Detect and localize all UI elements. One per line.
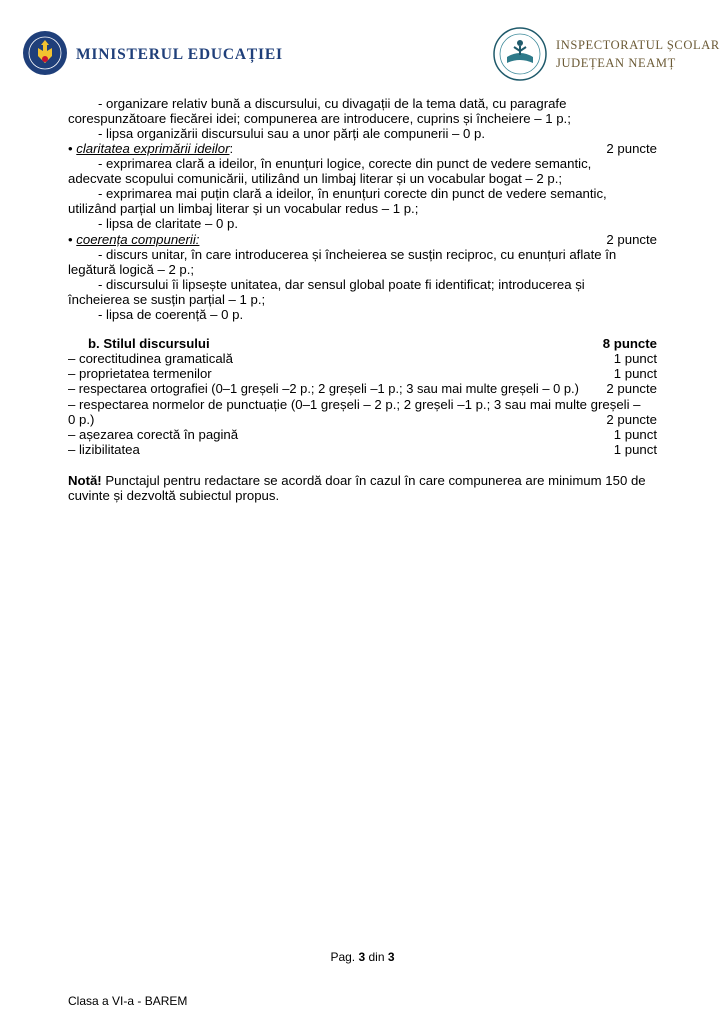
page-current: 3 xyxy=(358,950,366,964)
style-item-points: 1 punct xyxy=(613,442,657,457)
text-line: - discurs unitar, în care introducerea și încheierea se susțin reciproc, cu enunțuri aflate în xyxy=(98,247,617,262)
text-line: legătură logică – 2 p.; xyxy=(68,262,195,277)
criterion-claritate: • claritatea exprimării ideilor: xyxy=(68,141,234,156)
section-heading: b. Stilul discursului xyxy=(88,336,210,351)
note-paragraph xyxy=(68,473,646,488)
text-line: - organizare relativ bună a discursului, cu divagații de la tema dată, cu paragrafe xyxy=(98,96,567,111)
criterion-points: 2 puncte xyxy=(606,232,657,247)
section-points: 8 puncte xyxy=(602,336,657,351)
criterion-points: 2 puncte xyxy=(606,141,657,156)
bullet: • xyxy=(68,232,77,247)
note-text-line2: cuvinte și dezvoltă subiectul propus. xyxy=(68,488,280,503)
page-number xyxy=(0,950,725,964)
text-line: utilizând parțial un limbaj literar și un vocabular redus – 1 p.; xyxy=(68,201,419,216)
style-item: – respectarea ortografiei (0–1 greșeli –2 p.; 2 greșeli –1 p.; 3 sau mai multe greșeli – 0 p.) xyxy=(68,381,579,396)
isj-title-line1: INSPECTORATUL ȘCOLAR xyxy=(556,38,720,52)
text-line: - exprimarea mai puțin clară a ideilor, în enunțuri corecte din punct de vedere semantic, xyxy=(98,186,607,201)
text-line: - lipsa organizării discursului sau a unor părți ale compunerii – 0 p. xyxy=(98,126,486,141)
text-line: - lipsa de claritate – 0 p. xyxy=(98,216,239,231)
page-mid: din xyxy=(365,950,388,964)
style-item: – proprietatea termenilor xyxy=(68,366,212,381)
style-item: – respectarea normelor de punctuație (0–1 greșeli – 2 p.; 2 greșeli –1 p.; 3 sau mai multe greșeli – xyxy=(68,397,641,412)
style-item-points: 1 punct xyxy=(613,351,657,366)
text-line: adecvate scopului comunicării, utilizând un limbaj literar și un vocabular bogat – 2 p.; xyxy=(68,171,563,186)
text-line: corespunzătoare fiecărei idei; compunerea are introducere, cuprins și încheiere – 1 p.; xyxy=(68,111,571,126)
footer-class-label: Clasa a VI-a - BAREM xyxy=(68,994,188,1008)
government-crest-logo xyxy=(22,30,68,76)
style-item-points: 2 puncte xyxy=(606,381,657,396)
isj-neamt-logo xyxy=(493,27,547,81)
style-item: – corectitudinea gramaticală xyxy=(68,351,233,366)
page-prefix: Pag. xyxy=(330,950,359,964)
page-total: 3 xyxy=(387,950,395,964)
criterion-label: claritatea exprimării ideilor xyxy=(76,141,230,156)
style-item-points: 1 punct xyxy=(613,427,657,442)
text-line: - lipsa de coerență – 0 p. xyxy=(98,307,244,322)
text-line: încheierea se susțin parțial – 1 p.; xyxy=(68,292,266,307)
note-label: Notă! xyxy=(68,473,102,488)
criterion-coerenta xyxy=(68,232,199,247)
style-item: – așezarea corectă în pagină xyxy=(68,427,239,442)
isj-title-line2: JUDEȚEAN NEAMȚ xyxy=(556,56,676,70)
style-item-points: 2 puncte xyxy=(606,412,657,427)
text-line: - exprimarea clară a ideilor, în enunțuri logice, corecte din punct de vedere semantic, xyxy=(98,156,592,171)
style-item: – lizibilitatea xyxy=(68,442,140,457)
criterion-label: coerența compunerii: xyxy=(76,232,200,247)
style-item: 0 p.) xyxy=(68,412,95,427)
style-item-points: 1 punct xyxy=(613,366,657,381)
ministry-title: MINISTERUL EDUCAȚIEI xyxy=(76,46,283,63)
bullet: • xyxy=(68,141,77,156)
note-text: Punctajul pentru redactare se acordă doar în cazul în care compunerea are minimum 150 de xyxy=(101,473,646,488)
text-line: - discursului îi lipsește unitatea, dar sensul global poate fi identificat; introducerea și xyxy=(98,277,585,292)
